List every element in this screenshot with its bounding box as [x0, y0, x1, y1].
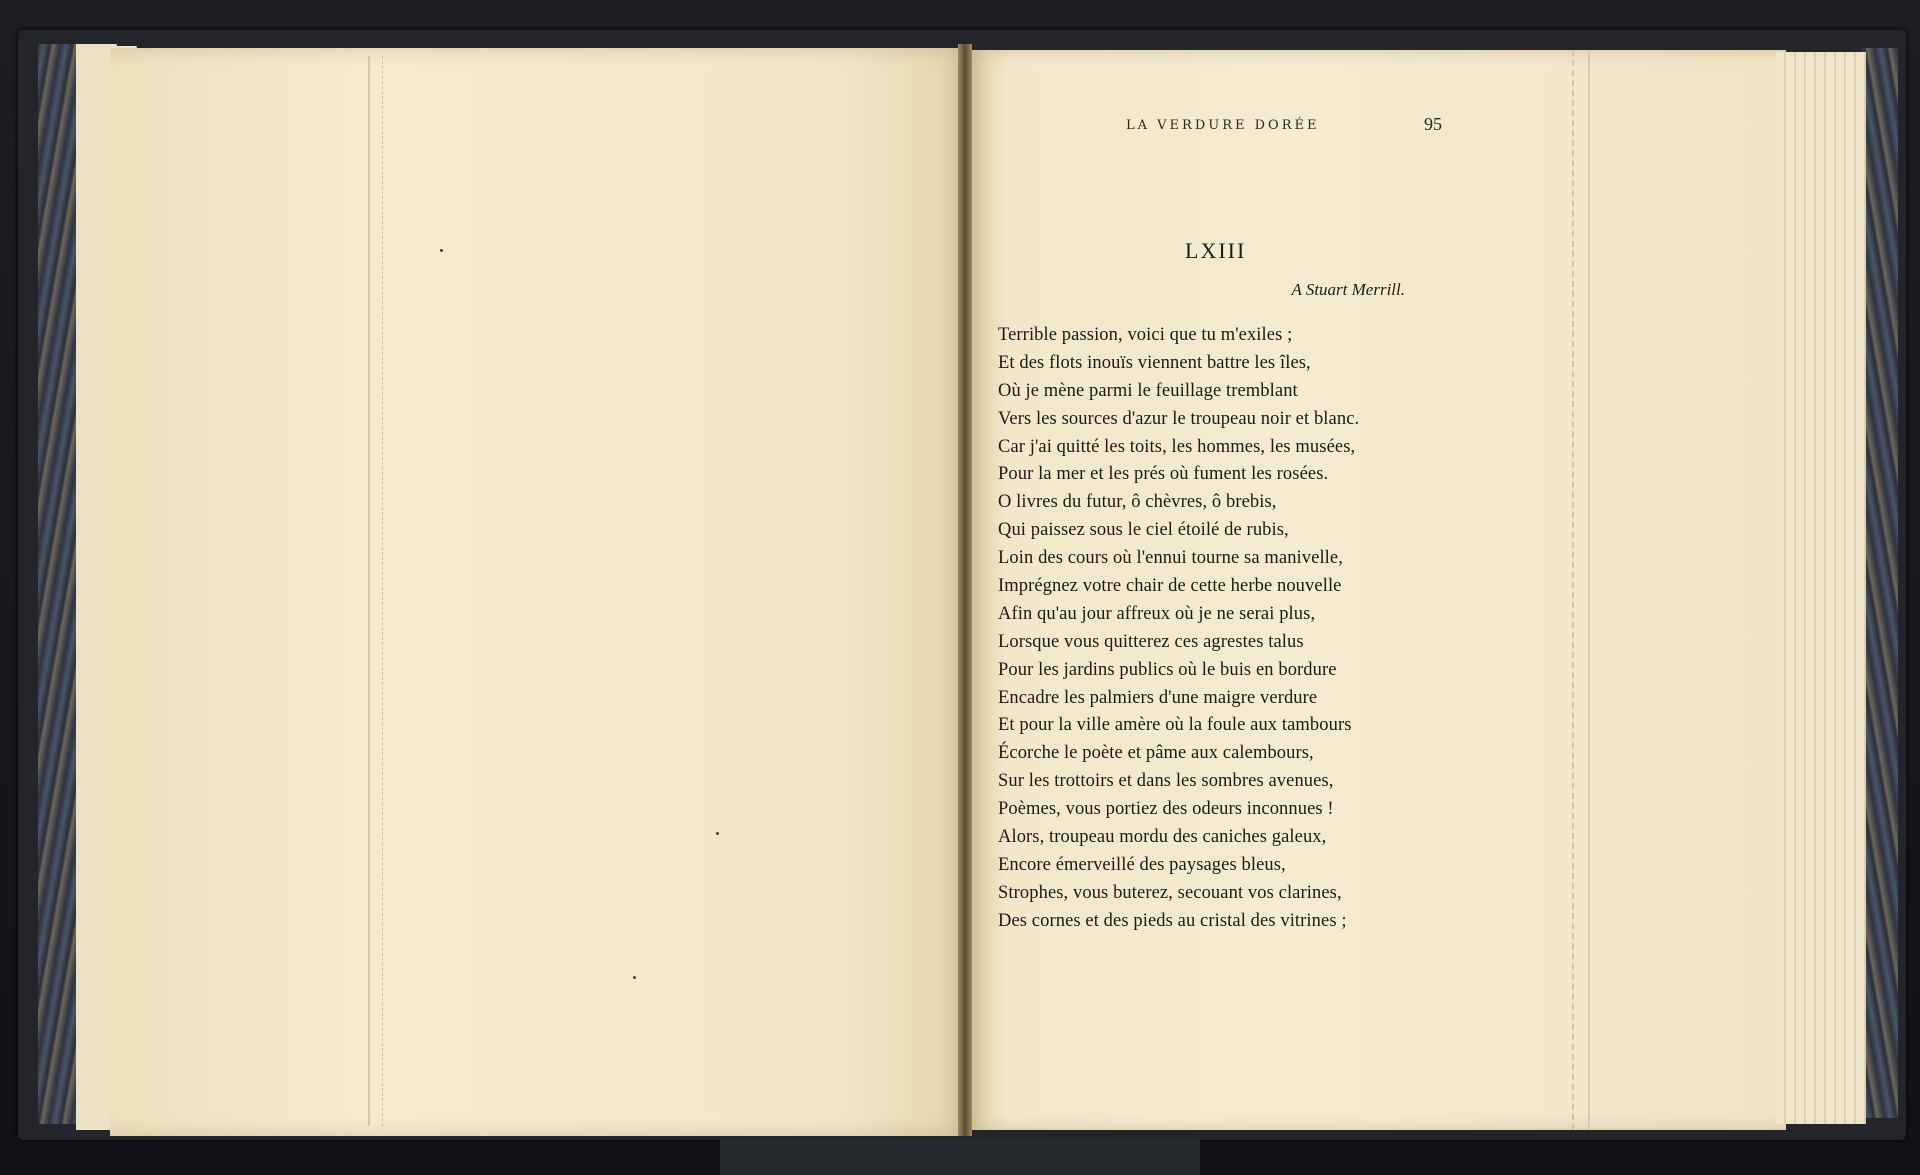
paper-speck [633, 976, 636, 979]
running-head: LA VERDURE DORÉE [1126, 118, 1320, 133]
verse-line: Afin qu'au jour affreux où je ne serai plus, [998, 603, 1316, 624]
verse-line: Lorsque vous quitterez ces agrestes talus [998, 631, 1304, 652]
verse-line: Où je mène parmi le feuillage tremblant [998, 380, 1298, 401]
page-number: 95 [1424, 114, 1442, 134]
deckle-edge-right [1572, 50, 1590, 1130]
paper-speck [440, 249, 443, 252]
verse-line: Sur les trottoirs et dans les sombres avenues, [998, 771, 1334, 792]
verse-line: Imprégnez votre chair de cette herbe nouvelle [998, 576, 1342, 597]
paper-speck [716, 832, 719, 835]
verse-line: Strophes, vous buterez, secouant vos clarines, [998, 882, 1342, 903]
verse-line: Pour les jardins publics où le buis en bordure [998, 659, 1337, 680]
verse-line: O livres du futur, ô chèvres, ô brebis, [998, 492, 1277, 513]
verse-line: Et pour la ville amère où la foule aux tambours [998, 715, 1352, 736]
verse-line: Et des flots inouïs viennent battre les îles, [998, 352, 1311, 373]
verse-line: Alors, troupeau mordu des caniches galeux, [998, 827, 1327, 848]
deckle-edge-left [368, 56, 383, 1126]
verse-line: Encore émerveillé des paysages bleus, [998, 854, 1286, 875]
poem-dedication: A Stuart Merrill. [1291, 280, 1405, 299]
left-page-blank [110, 48, 970, 1136]
verse-line: Car j'ai quitté les toits, les hommes, les musées, [998, 436, 1356, 457]
verse-line: Pour la mer et les prés où fument les rosées. [998, 464, 1329, 485]
verse-line: Qui paissez sous le ciel étoilé de rubis, [998, 520, 1289, 541]
verse-line: Des cornes et des pieds au cristal des vitrines ; [998, 910, 1347, 931]
page-stack-right [1776, 52, 1866, 1124]
book-gutter [958, 44, 972, 1136]
verse-line: Encadre les palmiers d'une maigre verdure [998, 687, 1318, 708]
verse-line: Terrible passion, voici que tu m'exiles ; [998, 325, 1293, 345]
verse-line: Vers les sources d'azur le troupeau noir et blanc. [998, 408, 1360, 429]
marbled-endpaper-right [1862, 48, 1898, 1118]
scanner-bottom-band [720, 1138, 1200, 1175]
poem-number: LXIII [1185, 238, 1247, 263]
verse-line: Poèmes, vous portiez des odeurs inconnues ! [998, 799, 1334, 820]
poem-verses [998, 322, 1558, 936]
verse-line: Loin des cours où l'ennui tourne sa manivelle, [998, 548, 1343, 569]
verse-line: Écorche le poète et pâme aux calembours, [998, 743, 1314, 764]
